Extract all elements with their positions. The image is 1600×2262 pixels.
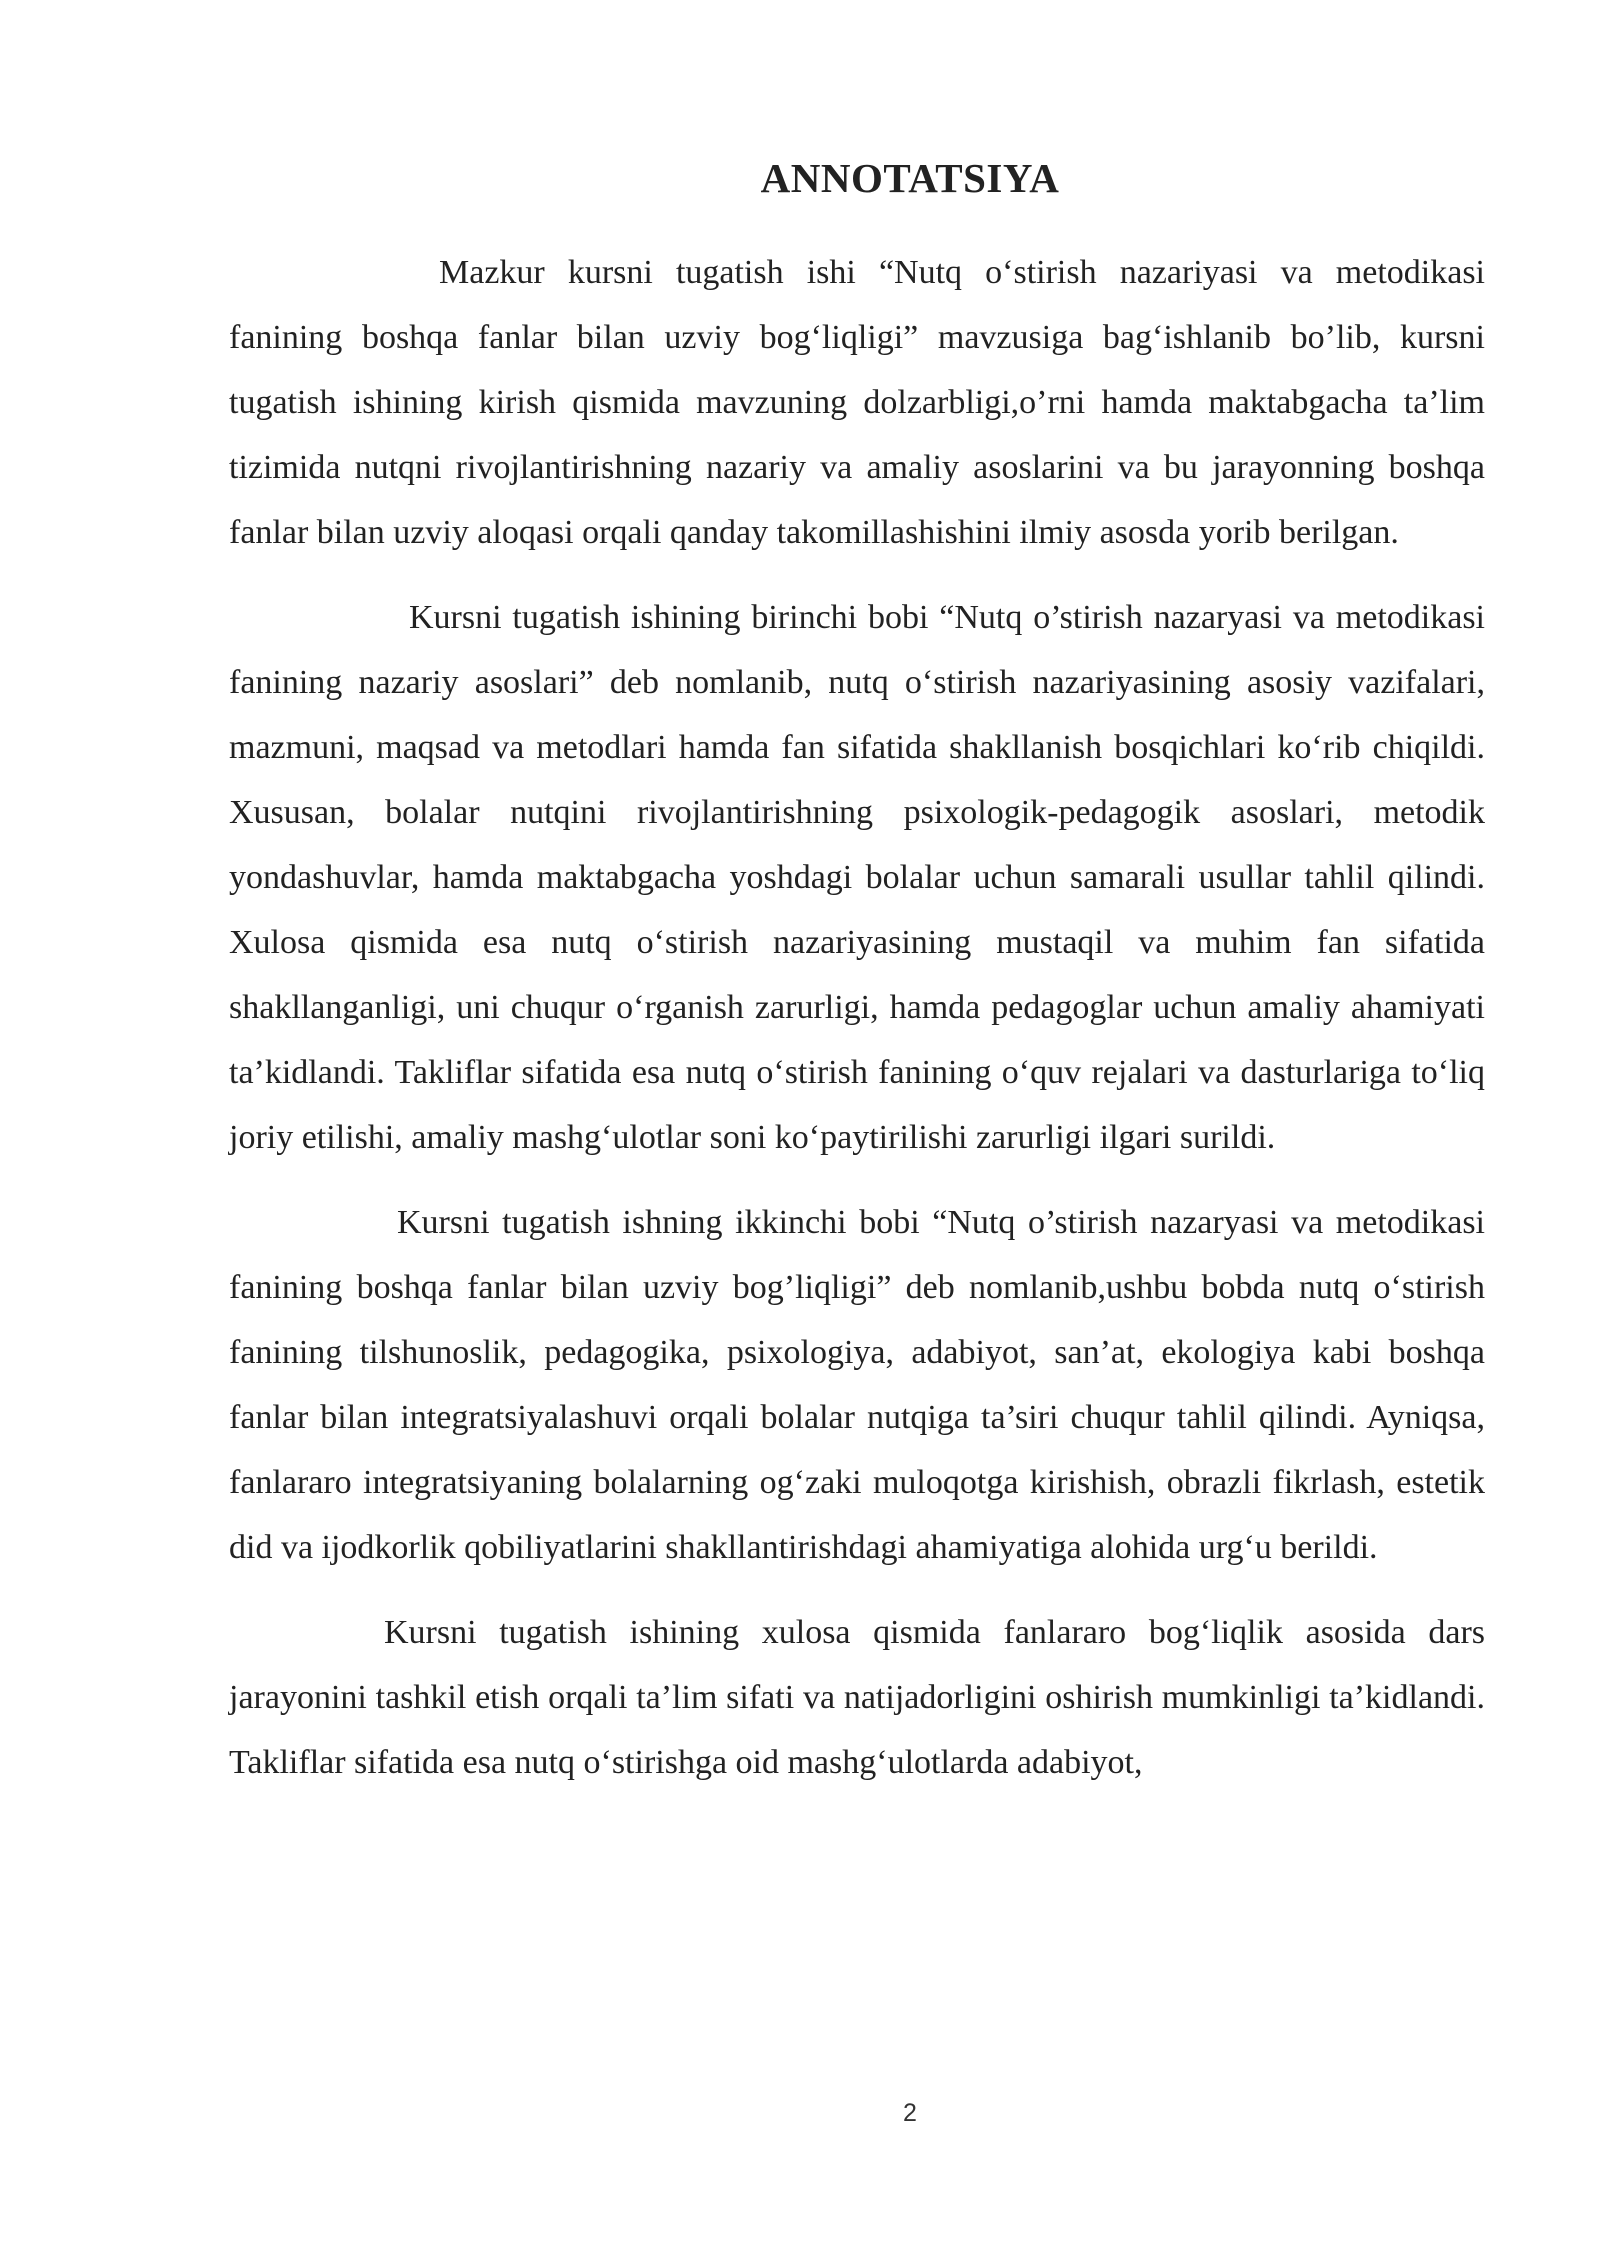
paragraph-introduction: Mazkur kursni tugatish ishi “Nutq o‘stirish nazariyasi va metodikasi fanining boshqa fanlar bilan uzviy bog‘liqligi” mavzusiga bag‘ishlanib bo’lib, kursni tugatish ishining kirish qismida mavzuning dolzarbligi,o’rni hamda maktabgacha ta’lim tizimida nutqni rivojlantirishning nazariy va amaliy asoslarini va bu jarayonning boshqa fanlar bilan uzviy aloqasi orqali qanday takomillashishini ilmiy asosda yorib berilgan. [229, 254, 1485, 551]
document-title-text: ANNOTATSIYA [760, 155, 1060, 201]
paragraph-chapter-one: Kursni tugatish ishining birinchi bobi “Nutq o’stirish nazaryasi va metodikasi fanining nazariy asoslari” deb nomlanib, nutq o‘stirish nazariyasining asosiy vazifalari, mazmuni, maqsad va metodlari hamda fan sifatida shakllanish bosqichlari ko‘rib chiqildi. Xususan, bolalar nutqini rivojlantirishning psixologik-pedagogik asoslari, metodik yondashuvlar, hamda maktabgacha yoshdagi bolalar uchun samarali usullar tahlil qilindi. Xulosa qismida esa nutq o‘stirish nazariyasining mustaqil va muhim fan sifatida shakllanganligi, uni chuqur o‘rganish zarurligi, hamda pedagoglar uchun amaliy ahamiyati ta’kidlandi. Takliflar sifatida esa nutq o‘stirish fanining o‘quv rejalari va dasturlariga to‘liq joriy etilishi, amaliy mashg‘ulotlar soni ko‘paytirilishi zarurligi ilgari surildi. [229, 599, 1485, 1156]
page-number: 2 [903, 2099, 917, 2127]
paragraph-conclusion: Kursni tugatish ishining xulosa qismida fanlararo bog‘liqlik asosida dars jarayonini tashkil etish orqali ta’lim sifati va natijadorligini oshirish mumkinligi ta’kidlandi. Takliflar sifatida esa nutq o‘stirishga oid mashg‘ulotlarda adabiyot, [229, 1614, 1485, 1781]
paragraph-chapter-two: Kursni tugatish ishning ikkinchi bobi “Nutq o’stirish nazaryasi va metodikasi fanining boshqa fanlar bilan uzviy bog’liqligi” deb nomlanib,ushbu bobda nutq o‘stirish fanining tilshunoslik, pedagogika, psixologiya, adabiyot, san’at, ekologiya kabi boshqa fanlar bilan integratsiyalashuvi orqali bolalar nutqiga ta’siri chuqur tahlil qilindi. Ayniqsa, fanlararo integratsiyaning bolalarning og‘zaki muloqotga kirishish, obrazli fikrlash, estetik did va ijodkorlik qobiliyatlarini shakllantirishdagi ahamiyatiga alohida urg‘u berildi. [229, 1204, 1485, 1566]
document-title [0, 150, 1600, 206]
document-body [229, 240, 1485, 1815]
